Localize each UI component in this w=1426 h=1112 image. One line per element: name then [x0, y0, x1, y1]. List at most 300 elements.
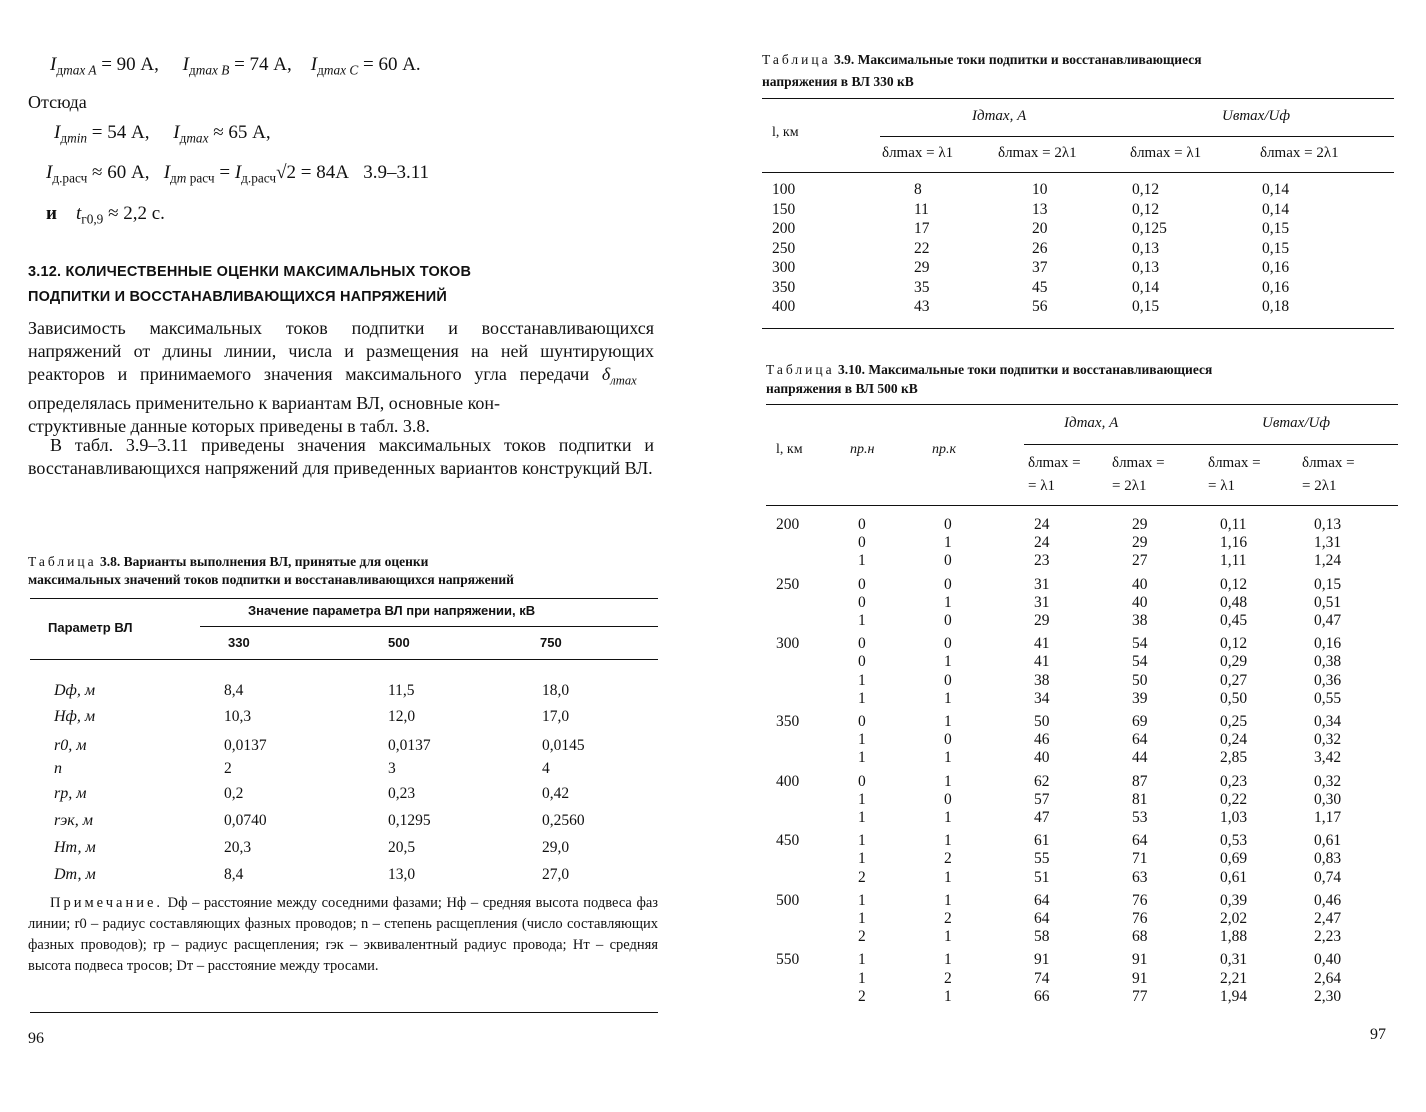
row-value: 1,03 [1220, 809, 1248, 826]
row-value: 0,12 [1220, 635, 1248, 653]
from-here-text: Отсюда [28, 92, 87, 112]
eq-value: ≈ 65 А, [213, 122, 271, 143]
row-value: 50 [1132, 671, 1148, 689]
section-heading [28, 264, 471, 280]
caption-number: 3.8. [100, 554, 121, 569]
param-value: 0,1295 [388, 812, 431, 829]
eq-value: ≈ 60 А, [92, 162, 150, 183]
eq-value: = 54 А, [91, 122, 150, 143]
group-length: 350 [776, 713, 800, 730]
row-value: 22 [914, 239, 930, 257]
row-value: 1 [858, 969, 866, 987]
row-value: 0 [858, 713, 866, 730]
row-value: 24 [1034, 534, 1050, 552]
param-value: 0,0137 [224, 737, 267, 754]
group-length: 500 [776, 891, 800, 909]
row-value: 0,15 [1262, 239, 1290, 257]
row-value: 0,15 [1132, 298, 1160, 315]
row-value: 1 [858, 689, 866, 707]
row-value: 0,32 [1314, 772, 1342, 790]
section-title-line-1: КОЛИЧЕСТВЕННЫЕ ОЦЕНКИ МАКСИМАЛЬНЫХ ТОКОВ [65, 264, 472, 280]
table-3-10-sub-2a: δлmax = [1112, 455, 1165, 471]
table-3-9-subheader-1: δлmax = λ1 [882, 145, 954, 161]
row-value: 87 [1132, 772, 1148, 790]
row-length: 250 [772, 239, 796, 257]
row-value: 0,27 [1220, 671, 1248, 689]
param-label: n [54, 760, 62, 777]
param-value: 10,3 [224, 708, 252, 725]
row-value: 1 [858, 749, 866, 767]
row-value: 20 [1032, 220, 1048, 237]
row-value: 0,23 [1220, 772, 1248, 790]
param-label: Hт, м [54, 839, 96, 856]
row-value: 1 [944, 593, 952, 611]
equation-line-1: $I_{дmax A} = 90$ А, $I_{дmax B} = 74$ А, $I_{дmax C} = 60$ А. [50, 54, 421, 78]
equation-line-4: и $t_{г0,9} \approx 2,2$ с. [46, 203, 165, 227]
row-value: 40 [1132, 593, 1148, 611]
row-value: 13 [1032, 200, 1048, 218]
row-value: 2 [944, 969, 952, 987]
row-value: 0,34 [1314, 713, 1342, 730]
equation-line-3: $I_{д.расч} \approx 60$ А, $I_{дm расч} = I_{д.расч}√2 = 84А$ 3.9–3.11 [46, 162, 430, 186]
col-header-750: 750 [540, 635, 562, 650]
table-3-9-i-header: Iдmax, А [972, 108, 1027, 124]
row-value: 0 [858, 534, 866, 552]
table-3-9-bottom-rule [762, 328, 1394, 329]
row-value: 2,23 [1314, 928, 1342, 946]
row-value: 0,83 [1314, 850, 1342, 868]
paragraph-2: В табл. 3.9–3.11 приведены значения максимальных токов подпитки и восстанавливающихся напряжений для приведенных вариантов конструкций ВЛ. [28, 435, 654, 478]
row-value: 71 [1132, 850, 1148, 868]
row-value: 1 [944, 891, 952, 909]
caption-number: 3.9. [834, 52, 855, 67]
table-3-9-mid-rule [880, 136, 1394, 137]
row-value: 40 [1034, 749, 1050, 767]
table-3-10-sub-1a: δлmax = [1028, 455, 1081, 471]
row-value: 0,31 [1220, 951, 1248, 969]
table-3-8-caption [28, 552, 428, 571]
paragraph-1-text: Зависимость максимальных токов подпитки и восстанавливающихся напряжений от длины линии, числа и размещения на ней шунтирующих реакторов и принимаемого значения максимального угла передачи [28, 318, 654, 384]
table-3-10-sub-1b: = λ1 [1028, 478, 1055, 494]
param-label: r0, м [54, 737, 87, 754]
row-value: 0,18 [1262, 298, 1290, 315]
param-value: 0,2560 [542, 812, 585, 829]
row-value: 0 [944, 635, 952, 653]
row-value: 43 [914, 298, 930, 315]
param-value: 11,5 [388, 682, 415, 699]
row-value: 0,47 [1314, 612, 1342, 629]
row-value: 81 [1132, 790, 1148, 808]
table-3-10-sub-3a: δлmax = [1208, 455, 1261, 471]
row-value: 91 [1132, 951, 1148, 969]
table-3-10-sub-2b: = 2λ1 [1112, 478, 1147, 494]
row-value: 34 [1034, 689, 1050, 707]
row-value: 64 [1034, 891, 1050, 909]
param-value: 2 [224, 760, 232, 777]
row-value: 3,42 [1314, 749, 1342, 767]
row-value: 0 [858, 772, 866, 790]
row-value: 74 [1034, 969, 1050, 987]
row-value: 0,11 [1220, 516, 1247, 533]
param-value: 20,3 [224, 839, 252, 856]
row-value: 58 [1034, 928, 1050, 946]
row-value: 0 [944, 612, 952, 629]
row-value: 2,85 [1220, 749, 1248, 767]
row-value: 2,47 [1314, 910, 1342, 927]
param-label: Hф, м [54, 708, 96, 725]
row-value: 39 [1132, 689, 1148, 707]
note-label: Примечание. [50, 895, 164, 911]
param-value: 29,0 [542, 839, 570, 856]
row-value: 55 [1034, 850, 1050, 868]
row-value: 0,53 [1220, 832, 1248, 850]
row-value: 0,55 [1314, 689, 1342, 707]
table-3-8-note [28, 893, 658, 977]
row-value: 23 [1034, 552, 1050, 570]
row-value: 0 [944, 552, 952, 570]
row-length: 400 [772, 298, 796, 315]
param-value: 0,2 [224, 785, 244, 802]
row-value: 1 [944, 713, 952, 730]
paragraph-1: Зависимость максимальных токов подпитки и восстанавливающихся напряжений от длины линии, числа и размещения на ней шунтирующих реакторов и принимаемого значения максимального угла передачи $\delta_{лmax}$ определялась применительно к вариантам ВЛ, основные кон- структивные данные которых приведены в табл. 3.8. [28, 318, 654, 437]
row-value: 1 [944, 951, 952, 969]
row-value: 1 [944, 809, 952, 826]
row-value: 24 [1034, 516, 1050, 533]
row-value: 0,16 [1262, 259, 1290, 276]
param-value: 27,0 [542, 866, 570, 883]
eq-value: = 60 А. [362, 54, 421, 75]
row-value: 0,40 [1314, 951, 1342, 969]
table-3-9-caption [762, 50, 1202, 69]
table-3-9-u-header: Uвmax/Uф [1222, 108, 1290, 124]
row-value: 0,39 [1220, 891, 1248, 909]
row-length: 200 [772, 220, 796, 237]
caption-text: Максимальные токи подпитки и восстанавливающиеся [857, 52, 1202, 67]
row-value: 69 [1132, 713, 1148, 730]
row-value: 0 [944, 671, 952, 689]
table-3-10-nrk-header: nр.к [932, 442, 957, 457]
row-value: 0,13 [1314, 516, 1342, 533]
row-value: 2,02 [1220, 910, 1248, 927]
row-value: 2,30 [1314, 987, 1342, 1005]
group-length: 400 [776, 772, 800, 790]
row-length: 300 [772, 259, 796, 276]
row-value: 2 [944, 850, 952, 868]
row-value: 54 [1132, 635, 1148, 653]
note-text: Dф – расстояние между соседними фазами; Hф – средняя высота подвеса фаз линии; r0 – радиус составляющих фазных проводов; n – степень расщепления (число составляющих фазных проводов); rр – радиус расщепления; rэк – эквивалентный радиус провода; Hт – средняя высота подвеса тросов; Dт – расстояние между тросами. [28, 895, 659, 974]
param-label: Dт, м [54, 866, 96, 883]
row-value: 0,16 [1314, 635, 1342, 653]
row-value: 0,22 [1220, 790, 1248, 808]
row-value: 46 [1034, 731, 1050, 749]
param-label: Dф, м [54, 682, 96, 699]
row-value: 61 [1034, 832, 1050, 850]
row-value: 1 [944, 749, 952, 767]
caption-label: Таблица [28, 554, 97, 569]
row-value: 1,11 [1220, 552, 1247, 570]
row-value: 44 [1132, 749, 1148, 767]
row-value: 1 [858, 612, 866, 629]
left-page [28, 0, 660, 1112]
row-value: 0,32 [1314, 731, 1342, 749]
row-value: 0,46 [1314, 891, 1342, 909]
eq-reference: 3.9–3.11 [363, 162, 430, 183]
row-value: 64 [1132, 832, 1148, 850]
row-value: 1 [944, 772, 952, 790]
row-value: 56 [1032, 298, 1048, 315]
row-value: 47 [1034, 809, 1050, 826]
row-value: 0,16 [1262, 278, 1290, 296]
row-value: 0,12 [1220, 575, 1248, 593]
row-value: 31 [1034, 575, 1050, 593]
row-value: 1 [858, 731, 866, 749]
row-value: 0 [858, 635, 866, 653]
param-label: rр, м [54, 785, 87, 802]
param-value: 20,5 [388, 839, 416, 856]
row-value: 41 [1034, 653, 1050, 671]
param-label: rэк, м [54, 812, 93, 829]
table-3-8-header-rule [30, 659, 658, 660]
row-value: 2 [944, 910, 952, 927]
table-3-10-top-rule [766, 404, 1398, 405]
row-value: 64 [1132, 731, 1148, 749]
row-value: 0,50 [1220, 689, 1248, 707]
row-value: 0,14 [1262, 181, 1290, 198]
row-value: 0,29 [1220, 653, 1248, 671]
row-value: 53 [1132, 809, 1148, 826]
row-value: 2,21 [1220, 969, 1248, 987]
row-value: 66 [1034, 987, 1050, 1005]
row-value: 1 [944, 868, 952, 886]
row-value: 1,94 [1220, 987, 1248, 1005]
row-value: 68 [1132, 928, 1148, 946]
row-value: 76 [1132, 910, 1148, 927]
row-value: 27 [1132, 552, 1148, 570]
row-value: 2,64 [1314, 969, 1342, 987]
row-length: 100 [772, 181, 796, 198]
row-value: 0,15 [1314, 575, 1342, 593]
row-value: 0,74 [1314, 868, 1342, 886]
row-value: 1 [858, 850, 866, 868]
param-value: 13,0 [388, 866, 416, 883]
table-3-9-caption-line-2: напряжения в ВЛ 330 кВ [762, 74, 914, 89]
row-value: 45 [1032, 278, 1048, 296]
row-value: 0,24 [1220, 731, 1248, 749]
table-3-10-caption-line-2: напряжения в ВЛ 500 кВ [766, 381, 918, 396]
table-3-8-bottom-rule [30, 1012, 658, 1013]
row-value: 26 [1032, 239, 1048, 257]
paragraph-1-text-cont: определялась применительно к вариантам ВЛ, основные кон- [28, 393, 501, 414]
table-3-10-caption [766, 360, 1212, 379]
table-3-9-top-rule [762, 98, 1394, 99]
row-value: 2 [858, 868, 866, 886]
table-3-8-top-rule [30, 598, 658, 599]
row-value: 0,51 [1314, 593, 1342, 611]
row-value: 0,13 [1132, 259, 1160, 276]
row-value: 0,69 [1220, 850, 1248, 868]
table-3-10-sub-4b: = 2λ1 [1302, 478, 1337, 494]
table-3-10-nrn-header: nр.н [850, 442, 875, 457]
row-value: 77 [1132, 987, 1148, 1005]
row-value: 0,13 [1132, 239, 1160, 257]
caption-label: Таблица [766, 362, 835, 377]
section-title-line-2: ПОДПИТКИ И ВОССТАНАВЛИВАЮЩИХСЯ НАПРЯЖЕНИЙ [28, 289, 447, 305]
table-3-9-subheader-3: δлmax = λ1 [1130, 145, 1202, 161]
row-value: 1 [858, 671, 866, 689]
caption-label: Таблица [762, 52, 831, 67]
eq-value: = [219, 162, 231, 183]
row-value: 1 [944, 832, 952, 850]
row-value: 0 [944, 516, 952, 533]
row-value: 1 [858, 951, 866, 969]
row-value: 1 [858, 552, 866, 570]
row-value: 0 [858, 516, 866, 533]
row-value: 0,45 [1220, 612, 1248, 629]
row-value: 1 [858, 790, 866, 808]
page-number-right: 97 [1370, 1026, 1386, 1043]
row-value: 0 [944, 731, 952, 749]
row-value: 31 [1034, 593, 1050, 611]
table-3-10-sub-3b: = λ1 [1208, 478, 1235, 494]
group-length: 200 [776, 516, 800, 533]
row-value: 0,61 [1314, 832, 1342, 850]
eq-value: ≈ 2,2 с. [108, 203, 165, 224]
row-value: 2 [858, 928, 866, 946]
row-value: 0,61 [1220, 868, 1248, 886]
row-value: 41 [1034, 635, 1050, 653]
row-value: 0,15 [1262, 220, 1290, 237]
row-value: 1 [944, 987, 952, 1005]
row-length: 150 [772, 200, 796, 218]
row-value: 35 [914, 278, 930, 296]
param-value: 17,0 [542, 708, 570, 725]
section-number: 3.12. [28, 264, 62, 280]
row-value: 0 [858, 653, 866, 671]
row-value: 62 [1034, 772, 1050, 790]
param-value: 4 [542, 760, 550, 777]
row-value: 10 [1032, 181, 1048, 198]
row-value: 0,30 [1314, 790, 1342, 808]
row-value: 1 [944, 653, 952, 671]
row-value: 29 [1132, 516, 1148, 533]
row-value: 29 [914, 259, 930, 276]
group-length: 550 [776, 951, 800, 969]
table-3-8-caption-line-2: максимальных значений токов подпитки и восстанавливающихся напряжений [28, 572, 514, 587]
row-value: 1,16 [1220, 534, 1248, 552]
col-header-500: 500 [388, 635, 410, 650]
row-value: 0,36 [1314, 671, 1342, 689]
col-header-330: 330 [228, 635, 250, 650]
row-value: 91 [1034, 951, 1050, 969]
row-value: 50 [1034, 713, 1050, 730]
row-value: 64 [1034, 910, 1050, 927]
param-value: 8,4 [224, 682, 244, 699]
group-length: 250 [776, 575, 800, 593]
row-value: 17 [914, 220, 930, 237]
param-value: 12,0 [388, 708, 416, 725]
table-3-10-mid-rule [1024, 444, 1398, 445]
param-value: 0,0145 [542, 737, 585, 754]
param-value: 0,23 [388, 785, 416, 802]
row-value: 1 [944, 928, 952, 946]
group-length: 300 [776, 635, 800, 653]
caption-text: Варианты выполнения ВЛ, принятые для оценки [123, 554, 429, 569]
row-value: 0,12 [1132, 200, 1160, 218]
equation-line-2: $I_{дmin} = 54$ А, $I_{дmax} \approx 65$ А, [54, 122, 271, 146]
row-value: 0,25 [1220, 713, 1248, 730]
row-value: 29 [1034, 612, 1050, 629]
row-value: 0,14 [1262, 200, 1290, 218]
row-value: 1,88 [1220, 928, 1248, 946]
param-value: 0,0740 [224, 812, 267, 829]
row-value: 40 [1132, 575, 1148, 593]
row-value: 0 [858, 593, 866, 611]
param-value: 18,0 [542, 682, 570, 699]
table-3-10-i-header: Iдmax, А [1064, 415, 1119, 431]
row-value: 1 [944, 689, 952, 707]
row-value: 0,38 [1314, 653, 1342, 671]
table-3-9-l-header: l, км [772, 125, 799, 140]
row-value: 38 [1132, 612, 1148, 629]
row-value: 0,14 [1132, 278, 1160, 296]
table-3-9-subheader-4: δлmax = 2λ1 [1260, 145, 1339, 161]
row-length: 350 [772, 278, 796, 296]
row-value: 57 [1034, 790, 1050, 808]
caption-text: Максимальные токи подпитки и восстанавливающиеся [868, 362, 1213, 377]
table-3-10-l-header: l, км [776, 442, 803, 457]
row-value: 37 [1032, 259, 1048, 276]
table-3-10-u-header: Uвmax/Uф [1262, 415, 1330, 431]
row-value: 38 [1034, 671, 1050, 689]
eq-value: √2 = 84А [276, 162, 349, 183]
table-3-10-sub-4a: δлmax = [1302, 455, 1355, 471]
row-value: 51 [1034, 868, 1050, 886]
group-length: 450 [776, 832, 800, 850]
row-value: 63 [1132, 868, 1148, 886]
row-value: 76 [1132, 891, 1148, 909]
row-value: 1,31 [1314, 534, 1342, 552]
param-value: 0,0137 [388, 737, 431, 754]
row-value: 0,48 [1220, 593, 1248, 611]
row-value: 54 [1132, 653, 1148, 671]
row-value: 0 [944, 575, 952, 593]
eq-conjunction: и [46, 203, 57, 224]
row-value: 2 [858, 987, 866, 1005]
row-value: 91 [1132, 969, 1148, 987]
row-value: 0,12 [1132, 181, 1160, 198]
right-page [762, 0, 1398, 1112]
row-value: 1 [858, 809, 866, 826]
eq-value: = 90 А, [101, 54, 159, 75]
param-value: 0,42 [542, 785, 570, 802]
row-value: 1 [944, 534, 952, 552]
row-value: 0,125 [1132, 220, 1167, 237]
table-3-8-param-header: Параметр ВЛ [48, 620, 133, 635]
row-value: 1,17 [1314, 809, 1342, 826]
row-value: 0 [944, 790, 952, 808]
row-value: 29 [1132, 534, 1148, 552]
row-value: 1 [858, 910, 866, 927]
param-value: 3 [388, 760, 396, 777]
page-number-left: 96 [28, 1030, 44, 1047]
table-3-8-mid-rule [200, 626, 658, 627]
row-value: 8 [914, 181, 922, 198]
table-3-9-header-rule [762, 172, 1394, 173]
caption-number: 3.10. [838, 362, 865, 377]
row-value: 0 [858, 575, 866, 593]
row-value: 1 [858, 832, 866, 850]
eq-value: = 74 А, [234, 54, 292, 75]
